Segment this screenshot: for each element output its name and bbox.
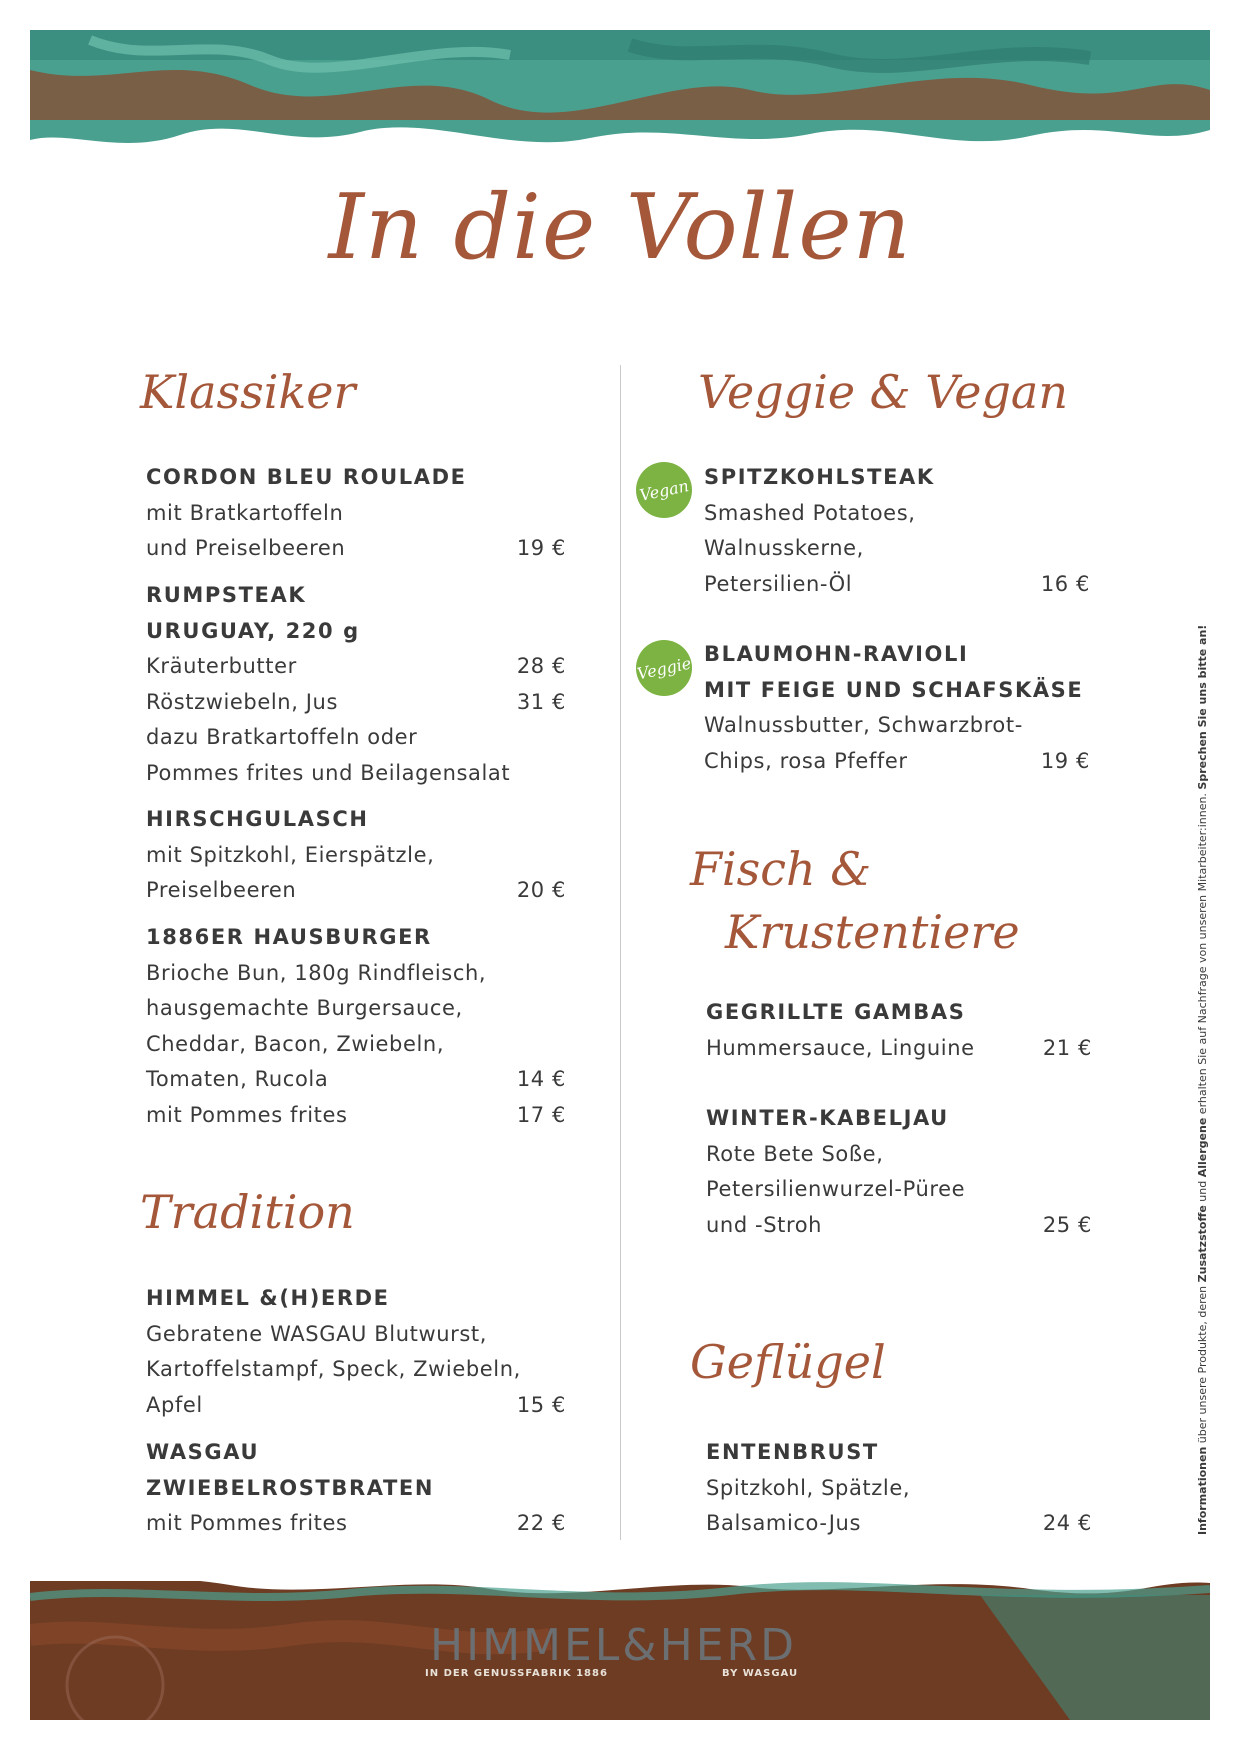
dish-line: Smashed Potatoes, <box>704 500 916 525</box>
dish-name: ZWIEBELROSTBRATEN <box>146 1475 434 1500</box>
column-divider <box>620 365 621 1540</box>
dish-price: 28 € <box>516 654 566 678</box>
section-title-gefluegel: Geflügel <box>690 1335 886 1389</box>
dish-line: und Preiselbeeren 19 € <box>146 531 566 567</box>
dish-entenbrust <box>706 1435 1092 1542</box>
dish-line: Kartoffelstampf, Speck, Zwiebeln, <box>146 1357 521 1381</box>
veggie-badge: Veggie <box>631 635 697 701</box>
dish-name: 1886ER HAUSBURGER <box>146 925 432 949</box>
brand-subtitle-left: IN DER GENUSSFABRIK 1886 <box>425 1668 608 1679</box>
dish-himmel-erde <box>146 1281 566 1423</box>
dish-price: 15 € <box>516 1392 566 1417</box>
dish-line: mit Spitzkohl, Eierspätzle, <box>146 842 435 867</box>
top-banner <box>30 30 1210 175</box>
dish-price: 19 € <box>1040 748 1090 773</box>
dish-cordon-bleu <box>146 460 566 567</box>
allergen-note: Informationen über unsere Produkte, deren Zusatzstoffe und Allergene erhalten Sie auf Nachfrage von unseren Mitarbeiter:innen. Sprechen Sie uns bitte an! <box>1196 624 1209 1535</box>
section-title-klassiker: Klassiker <box>140 365 356 419</box>
dish-name: MIT FEIGE UND SCHAFSKÄSE <box>704 677 1084 702</box>
dish-line: Chips, rosa Pfeffer 19 € <box>704 744 1090 780</box>
dish-line: Preiselbeeren 20 € <box>146 873 566 909</box>
dish-line: Balsamico-Jus 24 € <box>706 1506 1092 1542</box>
dish-price: 14 € <box>516 1067 566 1091</box>
dish-line: Cheddar, Bacon, Zwiebeln, <box>146 1031 445 1056</box>
dish-hausburger <box>146 920 566 1133</box>
painted-texture-top <box>30 30 1210 175</box>
dish-name: CORDON BLEU ROULADE <box>146 465 467 489</box>
section-title-krustentiere: Krustentiere <box>725 905 1020 959</box>
dish-rumpsteak <box>146 578 566 791</box>
dish-name: HIRSCHGULASCH <box>146 807 369 831</box>
dish-name: GEGRILLTE GAMBAS <box>706 1000 966 1024</box>
dish-line: und -Stroh 25 € <box>706 1208 1092 1244</box>
dish-line: Brioche Bun, 180g Rindfleisch, <box>146 960 487 985</box>
section-title-tradition: Tradition <box>140 1185 355 1239</box>
dish-price: 17 € <box>516 1102 566 1127</box>
dish-name: WINTER-KABELJAU <box>706 1106 949 1130</box>
dish-line: Petersilien-Öl 16 € <box>704 567 1090 603</box>
dish-line: dazu Bratkartoffeln oder <box>146 725 418 749</box>
dish-line: Tomaten, Rucola 14 € <box>146 1062 566 1098</box>
dish-name: SPITZKOHLSTEAK <box>704 465 935 489</box>
dish-line: Kräuterbutter 28 € <box>146 649 566 685</box>
dish-name: ENTENBRUST <box>706 1440 879 1464</box>
dish-spitzkohlsteak <box>704 460 1090 602</box>
dish-price: 16 € <box>1040 571 1090 596</box>
dish-line: Rote Bete Soße, <box>706 1141 884 1166</box>
dish-name: BLAUMOHN-RAVIOLI <box>704 642 969 666</box>
brand-subtitle-right: BY WASGAU <box>722 1668 799 1679</box>
dish-line: Apfel 15 € <box>146 1388 566 1424</box>
section-title-fisch: Fisch & <box>690 842 872 896</box>
brand-logo: HIMMEL&HERD <box>430 1620 797 1671</box>
dish-name: HIMMEL &(H)ERDE <box>146 1286 390 1310</box>
dish-price: 22 € <box>516 1511 566 1535</box>
vegan-badge: Vegan <box>631 457 697 523</box>
dish-line: hausgemachte Burgersauce, <box>146 996 463 1020</box>
dish-gambas <box>706 995 1092 1066</box>
dish-name: RUMPSTEAK <box>146 583 307 607</box>
dish-price: 25 € <box>1042 1212 1092 1237</box>
dish-line: Röstzwiebeln, Jus 31 € <box>146 685 566 721</box>
dish-price: 24 € <box>1042 1511 1092 1535</box>
dish-line: mit Pommes frites 22 € <box>146 1506 566 1542</box>
dish-line: Spitzkohl, Spätzle, <box>706 1475 911 1500</box>
dish-price: 19 € <box>516 536 566 560</box>
dish-line: mit Bratkartoffeln <box>146 500 344 525</box>
dish-line: Hummersauce, Linguine 21 € <box>706 1031 1092 1067</box>
dish-line: Walnusskerne, <box>704 536 864 560</box>
dish-line: mit Pommes frites 17 € <box>146 1098 566 1134</box>
dish-line: Pommes frites und Beilagensalat <box>146 760 511 785</box>
dish-line: Gebratene WASGAU Blutwurst, <box>146 1321 488 1346</box>
dish-zwiebelrostbraten <box>146 1435 566 1542</box>
dish-kabeljau <box>706 1101 1092 1243</box>
dish-hirschgulasch <box>146 802 566 909</box>
dish-price: 21 € <box>1042 1035 1092 1060</box>
dish-name: WASGAU <box>146 1440 260 1464</box>
dish-price: 20 € <box>516 878 566 902</box>
dish-line: Petersilienwurzel-Püree <box>706 1177 966 1201</box>
dish-blaumohn-ravioli <box>704 637 1090 779</box>
dish-name: URUGUAY, 220 g <box>146 618 360 643</box>
dish-line: Walnussbutter, Schwarzbrot- <box>704 713 1023 737</box>
page-title: In die Vollen <box>328 175 912 280</box>
section-title-veggie-vegan: Veggie & Vegan <box>698 365 1068 419</box>
dish-price: 31 € <box>516 689 566 714</box>
